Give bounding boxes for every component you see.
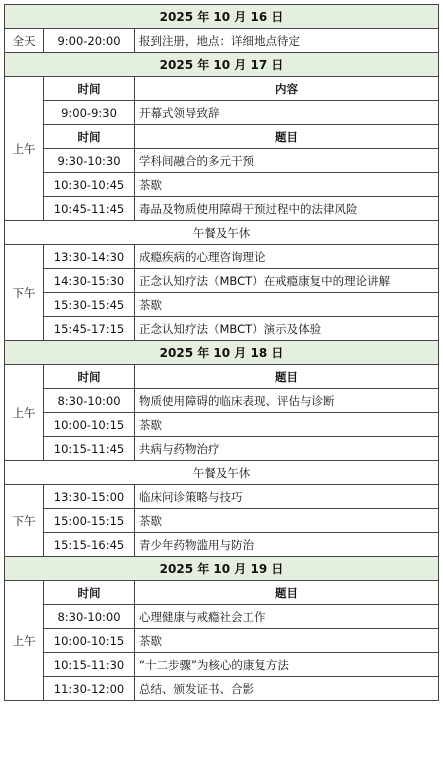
day-date: 2025 年 10 月 17 日 xyxy=(5,53,439,77)
time-cell: 15:45-17:15 xyxy=(44,317,135,341)
day-header-row xyxy=(5,53,439,77)
time-cell: 10:15-11:45 xyxy=(44,437,135,461)
table-row xyxy=(5,509,439,533)
day-date: 2025 年 10 月 19 日 xyxy=(5,557,439,581)
item-cell: 学科间融合的多元干预 xyxy=(135,149,439,173)
column-header-time: 时间 xyxy=(44,77,135,101)
period-label: 上午 xyxy=(5,77,44,221)
column-header-row xyxy=(5,125,439,149)
time-cell: 10:00-10:15 xyxy=(44,413,135,437)
lunch-break: 午餐及午休 xyxy=(5,461,439,485)
period-label: 下午 xyxy=(5,485,44,557)
item-cell: 临床问诊策略与技巧 xyxy=(135,485,439,509)
item-cell: 报到注册，地点：详细地点待定 xyxy=(135,29,439,53)
time-cell: 10:45-11:45 xyxy=(44,197,135,221)
table-row xyxy=(5,269,439,293)
period-label: 全天 xyxy=(5,29,44,53)
item-cell: 茶歇 xyxy=(135,509,439,533)
item-cell: 青少年药物滥用与防治 xyxy=(135,533,439,557)
table-row xyxy=(5,413,439,437)
time-cell: 10:15-11:30 xyxy=(44,653,135,677)
table-row xyxy=(5,197,439,221)
item-cell: “十二步骤”为核心的康复方法 xyxy=(135,653,439,677)
time-cell: 14:30-15:30 xyxy=(44,269,135,293)
table-row xyxy=(5,317,439,341)
table-row xyxy=(5,173,439,197)
lunch-row xyxy=(5,461,439,485)
schedule-table xyxy=(4,4,439,701)
time-cell: 9:30-10:30 xyxy=(44,149,135,173)
item-cell: 总结、颁发证书、合影 xyxy=(135,677,439,701)
item-cell: 开幕式领导致辞 xyxy=(135,101,439,125)
table-row xyxy=(5,605,439,629)
table-row xyxy=(5,653,439,677)
column-header-time: 时间 xyxy=(44,581,135,605)
day-header-row xyxy=(5,341,439,365)
column-header-row xyxy=(5,365,439,389)
time-cell: 10:30-10:45 xyxy=(44,173,135,197)
day-date: 2025 年 10 月 16 日 xyxy=(5,5,439,29)
day-date: 2025 年 10 月 18 日 xyxy=(5,341,439,365)
lunch-row xyxy=(5,221,439,245)
item-cell: 茶歇 xyxy=(135,413,439,437)
lunch-break: 午餐及午休 xyxy=(5,221,439,245)
time-cell: 15:15-16:45 xyxy=(44,533,135,557)
day-header-row xyxy=(5,5,439,29)
time-cell: 9:00-9:30 xyxy=(44,101,135,125)
column-header-topic: 题目 xyxy=(135,125,439,149)
item-cell: 正念认知疗法（MBCT）在戒瘾康复中的理论讲解 xyxy=(135,269,439,293)
table-row xyxy=(5,29,439,53)
time-cell: 15:00-15:15 xyxy=(44,509,135,533)
table-row xyxy=(5,677,439,701)
item-cell: 茶歇 xyxy=(135,629,439,653)
table-row xyxy=(5,245,439,269)
table-row xyxy=(5,101,439,125)
time-cell: 8:30-10:00 xyxy=(44,389,135,413)
table-row xyxy=(5,629,439,653)
item-cell: 茶歇 xyxy=(135,173,439,197)
time-cell: 11:30-12:00 xyxy=(44,677,135,701)
item-cell: 心理健康与戒瘾社会工作 xyxy=(135,605,439,629)
period-label: 下午 xyxy=(5,245,44,341)
table-row xyxy=(5,293,439,317)
table-row xyxy=(5,149,439,173)
time-cell: 13:30-15:00 xyxy=(44,485,135,509)
column-header-row xyxy=(5,581,439,605)
column-header-time: 时间 xyxy=(44,125,135,149)
column-header-topic: 题目 xyxy=(135,365,439,389)
item-cell: 正念认知疗法（MBCT）演示及体验 xyxy=(135,317,439,341)
item-cell: 成瘾疾病的心理咨询理论 xyxy=(135,245,439,269)
column-header-time: 时间 xyxy=(44,365,135,389)
item-cell: 茶歇 xyxy=(135,293,439,317)
time-cell: 8:30-10:00 xyxy=(44,605,135,629)
table-row xyxy=(5,437,439,461)
time-cell: 9:00-20:00 xyxy=(44,29,135,53)
column-header-topic: 题目 xyxy=(135,581,439,605)
period-label: 上午 xyxy=(5,365,44,461)
column-header-content: 内容 xyxy=(135,77,439,101)
time-cell: 15:30-15:45 xyxy=(44,293,135,317)
table-row xyxy=(5,485,439,509)
period-label: 上午 xyxy=(5,581,44,701)
day-header-row xyxy=(5,557,439,581)
item-cell: 物质使用障碍的临床表现、评估与诊断 xyxy=(135,389,439,413)
item-cell: 共病与药物治疗 xyxy=(135,437,439,461)
time-cell: 10:00-10:15 xyxy=(44,629,135,653)
time-cell: 13:30-14:30 xyxy=(44,245,135,269)
table-row xyxy=(5,533,439,557)
item-cell: 毒品及物质使用障碍干预过程中的法律风险 xyxy=(135,197,439,221)
column-header-row xyxy=(5,77,439,101)
table-row xyxy=(5,389,439,413)
